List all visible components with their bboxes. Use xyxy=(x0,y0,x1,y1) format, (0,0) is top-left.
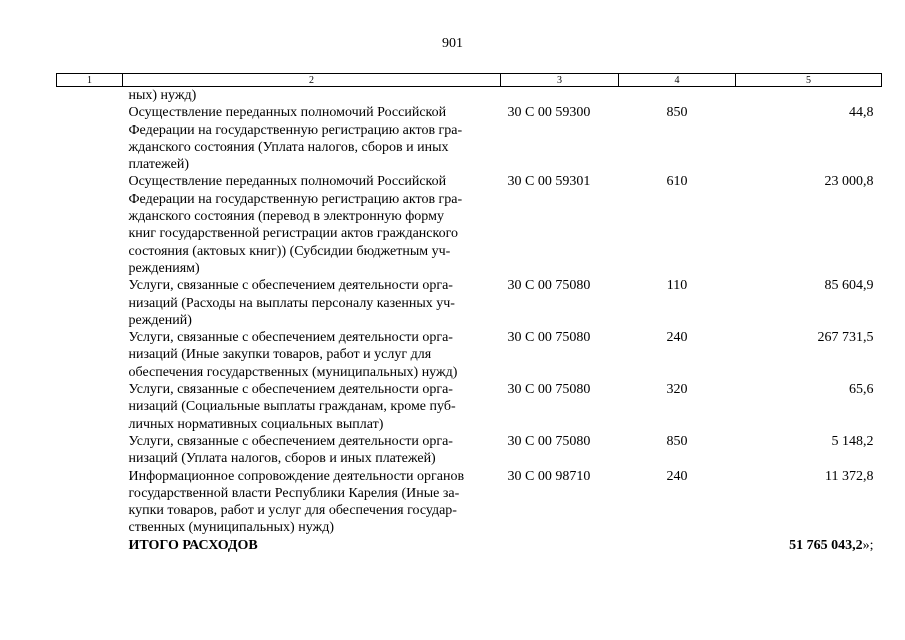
row-code: 30 С 00 59301 xyxy=(507,174,591,190)
row-expense-type xyxy=(619,87,736,105)
row-name-line: низаций (Уплата налогов, сборов и иных платежей) xyxy=(128,451,436,467)
row-sum: 23 000,8 xyxy=(824,174,874,190)
page-number: 901 xyxy=(442,36,463,51)
row-code xyxy=(501,87,619,105)
row-sum: 65,6 xyxy=(849,382,874,398)
table-row xyxy=(57,104,882,173)
total-sum: 51 765 043,2 xyxy=(789,537,863,553)
row-code: 30 С 00 59300 xyxy=(507,105,591,121)
row-name-line: реждений) xyxy=(128,312,192,328)
row-number-cell xyxy=(57,381,123,433)
column-header-4: 4 xyxy=(619,74,736,87)
table-row xyxy=(57,433,882,468)
row-code: 30 С 00 75080 xyxy=(507,330,591,346)
row-name-cell xyxy=(123,329,501,381)
table-row xyxy=(57,381,882,433)
table-body xyxy=(57,87,882,555)
row-expense-type: 240 xyxy=(666,330,688,346)
column-header-5: 5 xyxy=(736,74,882,87)
row-name-line: Осуществление переданных полномочий Российской xyxy=(128,174,447,190)
row-expense-type: 320 xyxy=(666,382,688,398)
row-name-cell xyxy=(123,468,501,537)
row-number-cell xyxy=(57,87,123,105)
row-code: 30 С 00 98710 xyxy=(507,468,591,484)
row-expense-type: 850 xyxy=(666,105,688,121)
row-name-line: низаций (Иные закупки товаров, работ и услуг для xyxy=(128,347,432,363)
table-row xyxy=(57,173,882,277)
row-expense-type: 850 xyxy=(666,433,688,449)
row-name-line: низаций (Социальные выплаты гражданам, кроме пуб- xyxy=(128,399,456,415)
total-spacer xyxy=(501,537,619,554)
row-name-line: Федерации на государственную регистрацию актов гра- xyxy=(128,122,463,138)
row-number-cell xyxy=(57,277,123,329)
table-row xyxy=(57,329,882,381)
row-sum xyxy=(736,87,882,105)
total-spacer xyxy=(57,537,123,554)
row-name-line: личных нормативных социальных выплат) xyxy=(128,416,384,432)
total-spacer xyxy=(619,537,736,554)
row-name-line: реждениям) xyxy=(128,260,200,276)
row-name-line: ственных (муниципальных) нужд) xyxy=(128,520,334,536)
row-number-cell xyxy=(57,433,123,468)
row-name-line: жданского состояния (Уплата налогов, сборов и иных xyxy=(128,139,449,155)
row-code: 30 С 00 75080 xyxy=(507,382,591,398)
row-name-line: книг государственной регистрации актов гражданского xyxy=(128,226,458,242)
total-sum-cell xyxy=(736,537,882,554)
row-name-line: жданского состояния (перевод в электронную форму xyxy=(128,209,444,225)
row-name-cell xyxy=(123,87,501,105)
row-number-cell xyxy=(57,329,123,381)
row-name-line: Услуги, связанные с обеспечением деятельности орга- xyxy=(128,433,453,449)
row-name-line: Услуги, связанные с обеспечением деятельности орга- xyxy=(128,382,453,398)
row-expense-type: 610 xyxy=(666,174,688,190)
row-name-line: Услуги, связанные с обеспечением деятельности орга- xyxy=(128,330,453,346)
row-sum: 11 372,8 xyxy=(825,468,874,484)
table-row xyxy=(57,87,882,105)
row-sum: 85 604,9 xyxy=(824,278,874,294)
row-number-cell xyxy=(57,468,123,537)
column-header-3: 3 xyxy=(501,74,619,87)
table-row xyxy=(57,468,882,537)
row-name-line: ных) нужд) xyxy=(128,88,197,103)
row-name-cell xyxy=(123,104,501,173)
row-number-cell xyxy=(57,173,123,277)
row-name-line: Услуги, связанные с обеспечением деятельности орга- xyxy=(128,278,453,294)
row-name-cell xyxy=(123,277,501,329)
budget-table xyxy=(56,73,882,554)
row-sum: 267 731,5 xyxy=(817,330,874,346)
row-sum: 5 148,2 xyxy=(831,433,874,449)
row-expense-type: 110 xyxy=(666,278,688,294)
row-name-line: государственной власти Республики Карелия (Иные за- xyxy=(128,485,460,501)
row-name-line: Федерации на государственную регистрацию актов гра- xyxy=(128,191,463,207)
row-number-cell xyxy=(57,104,123,173)
column-header-2: 2 xyxy=(123,74,501,87)
row-code: 30 С 00 75080 xyxy=(507,278,591,294)
total-label: ИТОГО РАСХОДОВ xyxy=(128,537,258,553)
table-row xyxy=(57,277,882,329)
row-name-line: платежей) xyxy=(128,157,190,173)
row-name-cell xyxy=(123,173,501,277)
column-header-1: 1 xyxy=(57,74,123,87)
row-name-line: Информационное сопровождение деятельности органов xyxy=(128,468,465,484)
total-row xyxy=(57,537,882,554)
row-name-line: купки товаров, работ и услуг для обеспечения государ- xyxy=(128,503,457,519)
row-expense-type: 240 xyxy=(666,468,688,484)
row-code: 30 С 00 75080 xyxy=(507,433,591,449)
row-sum: 44,8 xyxy=(849,105,874,121)
column-number-header xyxy=(57,74,882,87)
row-name-line: состояния (актовых книг)) (Субсидии бюджетным уч- xyxy=(128,243,451,259)
row-name-line: Осуществление переданных полномочий Российской xyxy=(128,105,447,121)
row-name-line: низаций (Расходы на выплаты персоналу казенных уч- xyxy=(128,295,455,311)
row-name-line: обеспечения государственных (муниципальных) нужд) xyxy=(128,364,458,380)
total-tail: »; xyxy=(862,537,874,553)
row-name-cell xyxy=(123,433,501,468)
row-name-cell xyxy=(123,381,501,433)
